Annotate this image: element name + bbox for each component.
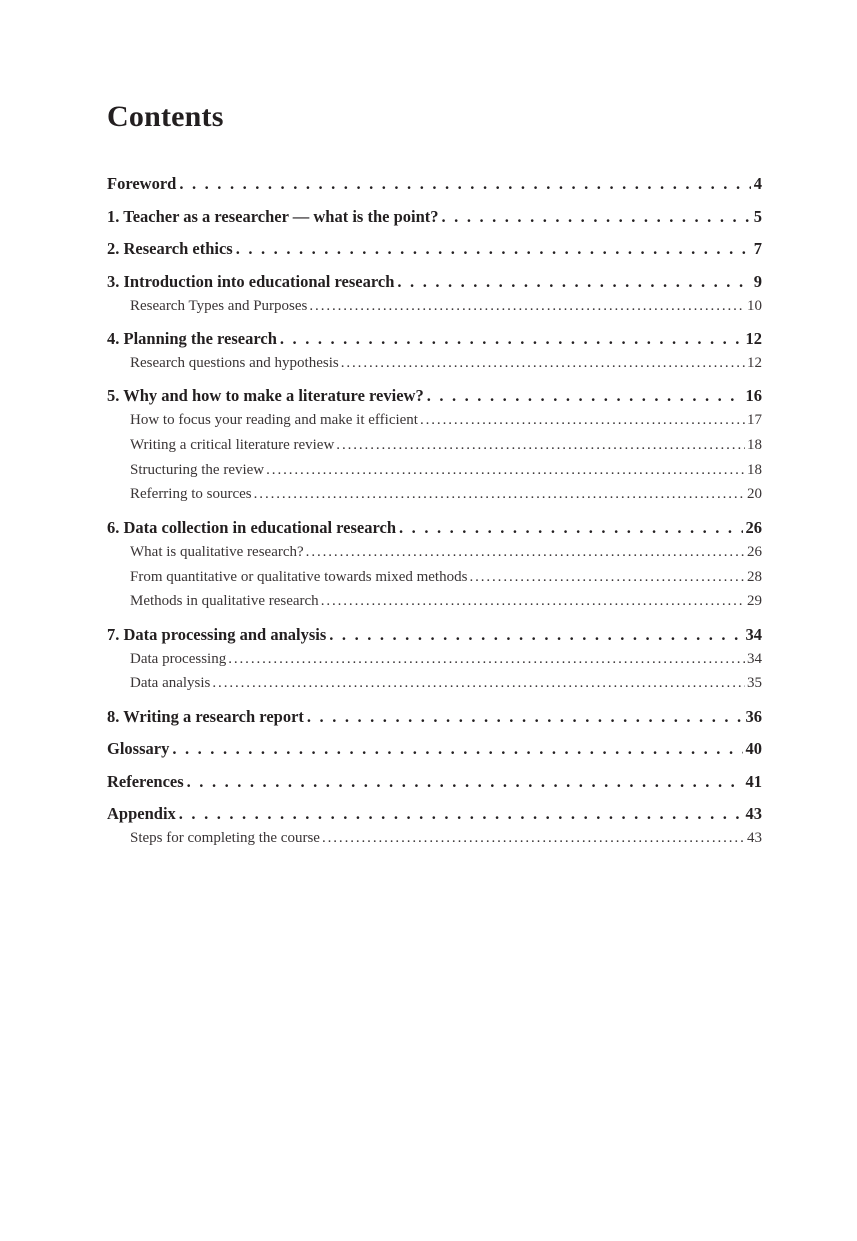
toc-entry-page-number: 4 [753,174,762,193]
toc-subentry-critical-review[interactable] [107,433,762,458]
toc-entry-label: 4. Planning the research [107,328,277,348]
dot-leader [280,327,743,351]
dot-leader [397,270,750,294]
toc-entry-label: 7. Data processing and analysis [107,624,327,644]
dot-leader [399,516,742,540]
toc-subentry-page-number: 35 [747,675,762,692]
toc-subentry-research-questions[interactable] [107,351,762,376]
dot-leader [307,705,743,729]
toc-entry-label: 3. Introduction into educational research [107,271,395,291]
dot-leader [329,623,742,647]
dot-leader [266,458,745,483]
toc-entry-page-number: 5 [753,206,762,226]
toc-subentry-label: Methods in qualitative research [130,593,319,610]
toc-subentry-label: Data analysis [130,675,211,692]
toc-entry-page-number: 36 [745,706,762,726]
toc-entry-chapter-1[interactable] [107,205,762,229]
toc-subentry-course-steps[interactable] [107,826,762,851]
toc-entry-label: 6. Data collection in educational research [107,517,397,537]
dot-leader [321,589,745,614]
toc-subentry-data-analysis[interactable] [107,671,762,696]
toc-subentry-page-number: 10 [747,297,762,314]
toc-entry-page-number: 40 [745,739,762,759]
toc-entry-page-number: 16 [745,386,762,406]
toc-entry-page-number: 43 [745,804,762,824]
toc-subentry-structuring-review[interactable] [107,458,762,483]
toc-entry-label: 8. Writing a research report [107,706,304,726]
toc-subentry-page-number: 18 [747,436,762,453]
toc-subentry-label: From quantitative or qualitative towards mixed methods [130,568,468,585]
toc-entry-appendix[interactable] [107,802,762,826]
toc-subentry-qualitative-methods[interactable] [107,589,762,614]
toc-subentry-page-number: 12 [747,354,762,371]
toc-subentry-label: Research Types and Purposes [130,297,308,314]
dot-leader [469,565,745,590]
dot-leader [187,770,743,794]
toc-entry-label: 5. Why and how to make a literature review? [107,386,424,406]
toc-subentry-referring-sources[interactable] [107,482,762,507]
toc-entry-page-number: 9 [753,271,762,291]
dot-leader [228,647,745,672]
toc-entry-chapter-2[interactable] [107,237,762,261]
toc-subentry-mixed-methods[interactable] [107,565,762,590]
toc-entry-chapter-6[interactable] [107,516,762,540]
toc-subentry-page-number: 17 [747,412,762,429]
toc-entry-label: Appendix [107,804,176,824]
toc-entry-chapter-4[interactable] [107,327,762,351]
toc-entry-page-number: 12 [745,328,762,348]
dot-leader [336,433,745,458]
toc-entry-label: References [107,771,184,791]
toc-entry-chapter-7[interactable] [107,623,762,647]
toc-subentry-label: How to focus your reading and make it efficient [130,412,418,429]
toc-subentry-label: Structuring the review [130,461,265,478]
toc-entry-chapter-3[interactable] [107,270,762,294]
dot-leader [254,482,745,507]
toc-subentry-page-number: 26 [747,543,762,560]
dot-leader [179,802,743,826]
toc-subentry-data-processing[interactable] [107,647,762,672]
toc-entry-references[interactable] [107,770,762,794]
toc-subentry-page-number: 18 [747,461,762,478]
dot-leader [420,408,745,433]
toc-entry-label: 2. Research ethics [107,239,233,258]
toc-subentry-research-types[interactable] [107,294,762,319]
toc-subentry-label: Steps for completing the course [130,830,320,847]
dot-leader [322,826,745,851]
page-title: Contents [107,100,224,133]
toc-entry-page-number: 41 [745,771,762,791]
toc-entry-foreword[interactable] [107,172,762,196]
toc-subentry-page-number: 34 [747,650,762,667]
toc-entry-chapter-8[interactable] [107,705,762,729]
toc-subentry-page-number: 43 [747,830,762,847]
dot-leader [309,294,745,319]
toc-subentry-label: Writing a critical literature review [130,436,335,453]
toc-entry-label: Foreword [107,174,177,193]
toc-subentry-qualitative-research[interactable] [107,540,762,565]
toc-subentry-page-number: 28 [747,568,762,585]
dot-leader [179,172,750,196]
toc-entry-page-number: 26 [745,517,762,537]
dot-leader [341,351,745,376]
toc-subentry-page-number: 29 [747,593,762,610]
toc-subentry-label: Research questions and hypothesis [130,354,339,371]
toc-subentry-page-number: 20 [747,486,762,503]
dot-leader [212,671,745,696]
toc-entry-label: Glossary [107,739,170,759]
toc-entry-page-number: 34 [745,624,762,644]
toc-subentry-focus-reading[interactable] [107,408,762,433]
table-of-contents [107,172,762,851]
dot-leader [306,540,745,565]
toc-entry-label: 1. Teacher as a researcher — what is the point? [107,206,439,226]
toc-subentry-label: What is qualitative research? [130,543,304,560]
toc-subentry-label: Data processing [130,650,227,667]
dot-leader [427,384,743,408]
toc-entry-chapter-5[interactable] [107,384,762,408]
toc-entry-glossary[interactable] [107,737,762,761]
dot-leader [442,205,751,229]
dot-leader [236,237,751,261]
toc-subentry-label: Referring to sources [130,486,252,503]
dot-leader [172,737,742,761]
toc-entry-page-number: 7 [753,239,762,258]
